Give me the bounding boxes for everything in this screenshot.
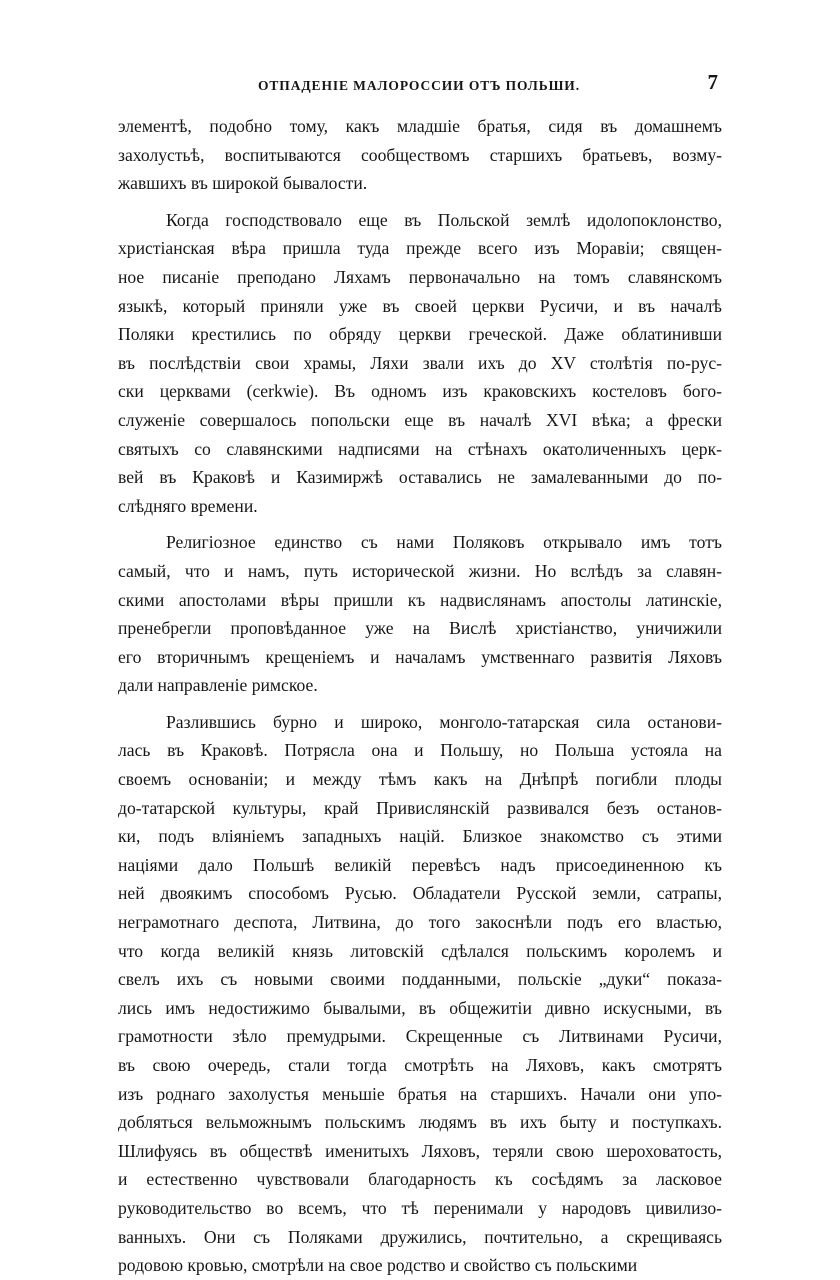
text-line: и естественно чувствовали благодарность къ сосѣдямъ за ласковое: [118, 1169, 722, 1190]
text-line: въ послѣдствіи свои храмы, Ляхи звали ихъ до XV столѣтія по-рус-: [118, 352, 722, 373]
text-line: что когда великій князь литовскій сдѣлался польскимъ королемъ и: [118, 940, 722, 961]
text-line: языкѣ, который приняли уже въ своей церкви Русичи, и въ началѣ: [118, 295, 722, 316]
text-line: его вторичнымъ крещеніемъ и началамъ умственнаго развитія Ляховъ: [118, 646, 722, 667]
text-line: руководительство во всемъ, что тѣ перенимали у народовъ цивилизо-: [118, 1197, 722, 1218]
text-line: ванныхъ. Они съ Поляками дружились, почтительно, а скрещиваясь: [118, 1226, 722, 1247]
text-line: ное писаніе преподано Ляхамъ первоначально на томъ славянскомъ: [118, 266, 722, 287]
text-line: Религіозное единство съ нами Поляковъ открывало имъ тотъ: [166, 532, 722, 553]
paragraph: [118, 112, 722, 198]
paragraph: [118, 528, 722, 700]
text-line: дали направленіе римское.: [118, 675, 318, 696]
text-line: свелъ ихъ съ новыми своими подданными, польскіе „дуки“ показа-: [118, 969, 722, 990]
text-line: родовою кровью, смотрѣли на свое родство и свойство съ польскими: [118, 1255, 638, 1276]
text-line: самый, что и намъ, путь исторической жизни. Но вслѣдъ за славян-: [118, 560, 722, 581]
text-line: захолустьѣ, воспитываются сообществомъ старшихъ братьевъ, возму-: [118, 144, 722, 165]
text-line: доблятьcя вельможнымъ польскимъ людямъ въ ихъ быту и поступкахъ.: [118, 1112, 722, 1133]
text-line: вей въ Краковѣ и Казимиржѣ оставались не замалеванными до по-: [118, 467, 722, 488]
text-line: своемъ основаніи; и между тѣмъ какъ на Днѣпрѣ погибли плоды: [118, 769, 722, 790]
text-line: въ свою очередь, стали тогда смотрѣть на Ляховъ, какъ смотрятъ: [118, 1055, 722, 1075]
paragraph: [118, 206, 722, 521]
text-line: лись имъ недостижимо бывалыми, въ общежитіи дивно искусными, въ: [118, 997, 722, 1018]
text-line: Поляки крестились по обряду церкви греческой. Даже облатинивши: [118, 324, 722, 345]
page-number: 7: [707, 70, 718, 94]
text-line: жавшихъ въ широкой бывалости.: [118, 173, 368, 194]
paragraph-gap: [118, 198, 722, 206]
running-head: [118, 70, 718, 100]
text-line: скими апостолами вѣры пришли къ надвислянамъ апостолы латинскіе,: [118, 589, 722, 610]
body-text: [118, 112, 722, 1280]
text-line: ски церквами (cerkwie). Въ одномъ изъ краковскихъ костеловъ бого-: [118, 381, 722, 402]
text-line: лась въ Краковѣ. Потрясла она и Польшу, но Польша устояла на: [118, 740, 722, 761]
text-line: элементѣ, подобно тому, какъ младшіе братья, сидя въ домашнемъ: [118, 116, 722, 136]
text-line: Разлившись бурно и широко, монголо-татарская сила останови-: [166, 711, 722, 732]
paragraph-gap: [118, 700, 722, 708]
text-line: грамотности зѣло премудрыми. Скрещенные съ Литвинами Русичи,: [118, 1026, 722, 1047]
text-line: ней двоякимъ способомъ Русью. Обладатели Русской земли, сатрапы,: [118, 883, 722, 904]
text-line: слѣдняго времени.: [118, 495, 258, 516]
text-line: Когда господствовало еще въ Польской землѣ идолопоклонство,: [166, 209, 722, 230]
text-line: ки, подъ вліяніемъ западныхъ націй. Близкое знакомство съ этими: [118, 826, 722, 847]
text-line: пренебрегли проповѣданное уже на Вислѣ христіанство, уничижили: [118, 618, 722, 639]
text-line: Шлифуясь въ обществѣ именитыхъ Ляховъ, теряли свою шероховатость,: [118, 1140, 722, 1161]
text-line: христіанская вѣра пришла туда прежде всего изъ Моравіи; священ-: [118, 238, 722, 259]
text-line: до-татарской культуры, край Привислянскій развивался безъ останов-: [118, 797, 722, 818]
running-title: ОТПАДЕНІЕ МАЛОРОССИИ ОТЪ ПОЛЬШИ.: [258, 78, 580, 93]
paragraph-gap: [118, 520, 722, 528]
text-line: изъ роднаго захолустья меньшіе братья на старшихъ. Начали они упо-: [118, 1083, 722, 1104]
text-line: неграмотнаго деспота, Литвина, до того закоснѣли подъ его властью,: [118, 912, 722, 933]
text-line: служеніе совершалось попольски еще въ началѣ XVI вѣка; а фрески: [118, 409, 722, 430]
text-line: націями дало Польшѣ великій перевѣсъ надъ присоединенною къ: [118, 854, 722, 875]
text-line: святыхъ со славянскими надписями на стѣнахъ окатоличенныхъ церк-: [118, 438, 722, 459]
paragraph: [118, 708, 722, 1280]
